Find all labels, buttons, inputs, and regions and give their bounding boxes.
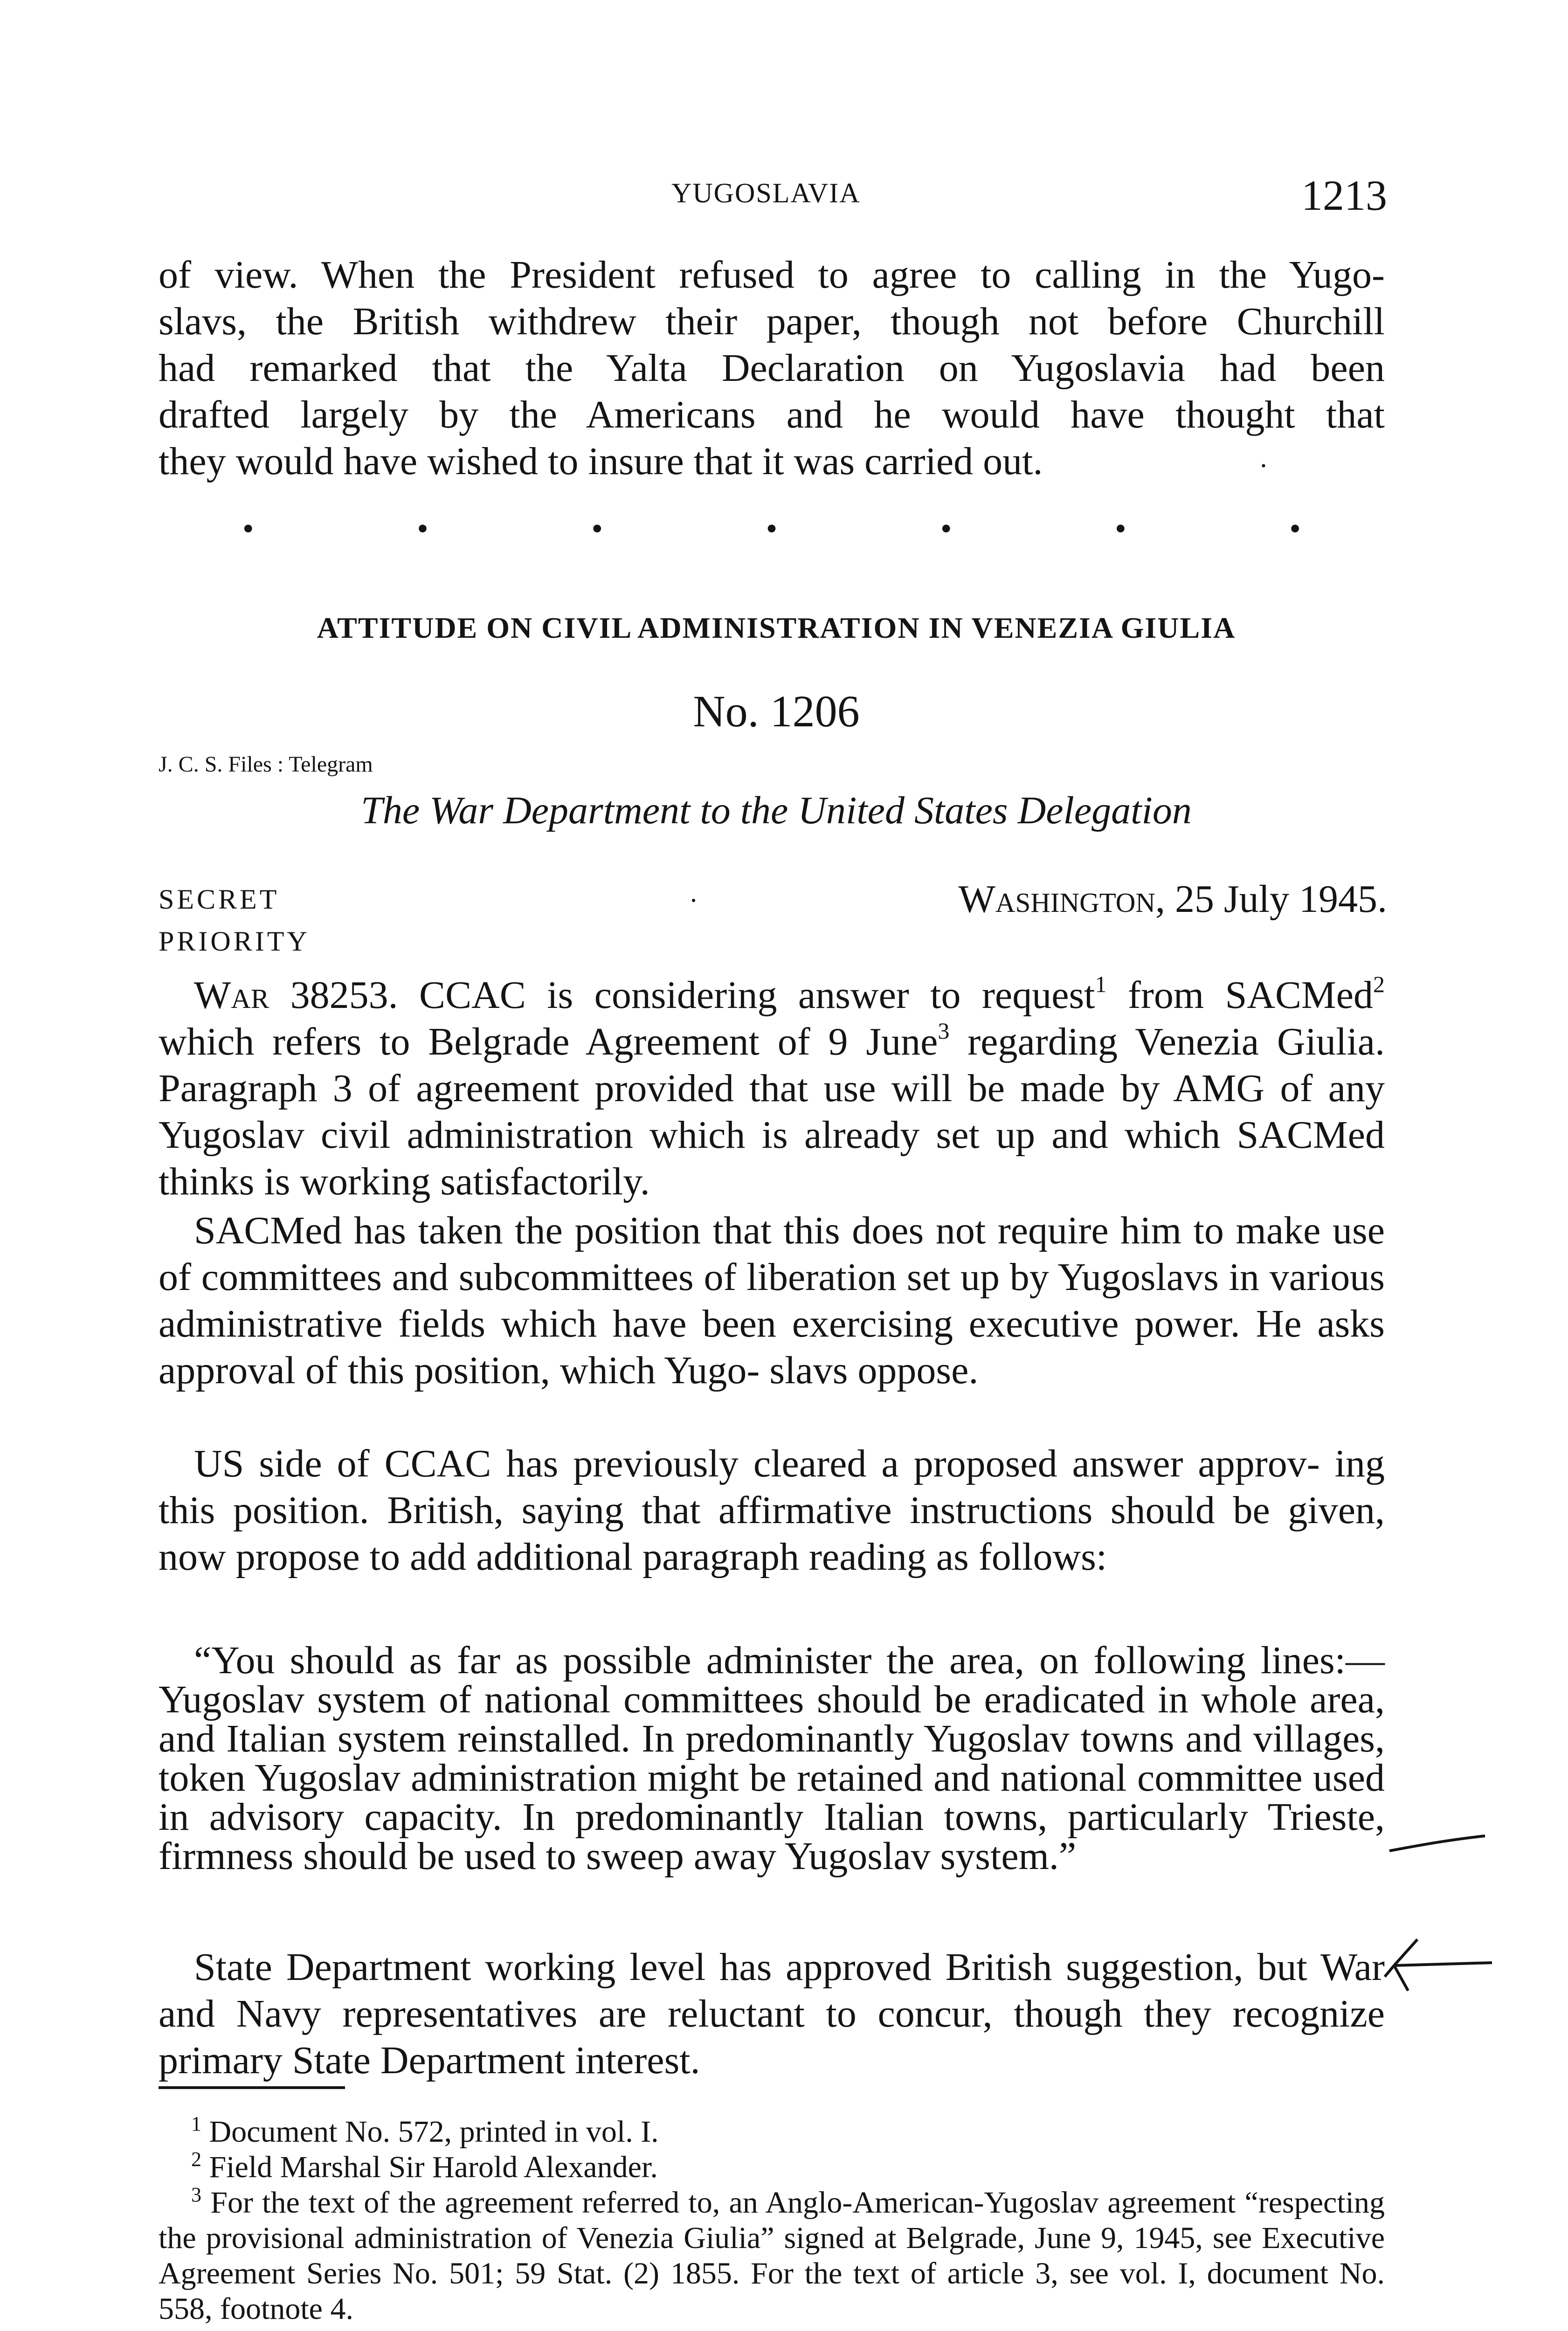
- carryover-line: slavs, the British withdrew their paper, though not before Churchill: [159, 300, 1385, 343]
- carryover-line: they would have wished to insure that it was carried out.: [159, 440, 1043, 483]
- stray-mark: ·: [1259, 450, 1268, 481]
- carryover-line: had remarked that the Yalta Declaration on Yugoslavia had been: [159, 346, 1385, 390]
- footnote-text: Field Marshal Sir Harold Alexander.: [201, 2150, 658, 2184]
- footnote-ref: 2: [1373, 971, 1385, 997]
- footnote: [159, 2150, 1385, 2185]
- footnote: [159, 2185, 1385, 2327]
- precedence: PRIORITY: [159, 926, 310, 957]
- dateline-place: Washington: [958, 877, 1155, 921]
- footnote-mark: 1: [191, 2112, 201, 2135]
- omission-dot: •: [940, 511, 952, 547]
- running-head-section: YUGOSLAVIA: [671, 178, 861, 208]
- quoted-instruction: “You should as far as possible administer the area, on following lines:—Yugoslav system of national committees should be eradicated in whole area, and Italian system reinstalled. In predominantly Yugoslav towns and villages, token Yugoslav administration might be retained and national committee used in advisory capacity. In predominantly Italian towns, particularly Trieste, firmness should be used to sweep away Yugoslav system.”: [159, 1639, 1385, 1878]
- telegram-paragraph: SACMed has taken the position that this does not require him to make use of committees and subcommittees of liberation set up by Yugoslavs in various administrative fields which have been exercising executive power. He asks approval of this position, which Yugo- slavs oppose.: [159, 1209, 1385, 1392]
- telegram-ref-number: 38253.: [269, 973, 398, 1017]
- omission-dot: •: [242, 511, 254, 547]
- carryover-line: of view. When the President refused to agree to calling in the Yugo-: [159, 253, 1385, 297]
- telegram-paragraph: State Department working level has approved British suggestion, but War and Navy representatives are reluctant to concur, though they recognize primary State Department interest.: [159, 1945, 1385, 2082]
- telegram-paragraph: [159, 972, 1385, 1205]
- omission-dot: •: [1289, 511, 1301, 547]
- document-source: J. C. S. Files : Telegram: [159, 752, 373, 777]
- omission-dots: [242, 510, 1301, 548]
- footnote-mark: 2: [191, 2148, 201, 2171]
- footnote-text: For the text of the agreement referred to, an Anglo-American-Yugoslav agreement “respecting the provisional administration of Venezia Giulia” signed at Belgrade, June 9, 1945, see Executive Agreement Series No. 501; 59 Stat. (2) 1855. For the text of article 3, see vol. I, document No. 558, footnote 4.: [159, 2186, 1385, 2326]
- telegram-text: which refers to Belgrade Agreement of 9 June: [159, 1020, 938, 1063]
- footnote-ref: 1: [1095, 971, 1107, 997]
- omission-dot: •: [766, 511, 778, 547]
- footnote-mark: 3: [191, 2183, 201, 2206]
- telegram-text: from SACMed: [1106, 973, 1373, 1017]
- dateline-date: , 25 July 1945.: [1155, 877, 1387, 921]
- page-number: 1213: [1301, 172, 1387, 219]
- dateline: [959, 876, 1387, 922]
- document-title: The War Department to the United States Delegation: [361, 789, 1192, 832]
- stray-mark: .: [690, 877, 697, 908]
- telegram-ref-prefix: War: [194, 973, 269, 1017]
- omission-dot: •: [1115, 511, 1126, 547]
- carryover-paragraph: [159, 252, 1385, 485]
- document-number: No. 1206: [693, 686, 860, 736]
- telegram-text: regarding Venezia Giulia. Paragraph 3 of agreement provided that use will be made by AMG of any Yugoslav civil administration which is already set up and which SACMed thinks is working satisfactorily.: [159, 1020, 1385, 1203]
- footnote-rule: [159, 2086, 345, 2089]
- classification: SECRET: [159, 884, 280, 915]
- carryover-line: drafted largely by the Americans and he would have thought that: [159, 393, 1385, 436]
- footnote-text: Document No. 572, printed in vol. I.: [201, 2115, 659, 2149]
- telegram-paragraph: US side of CCAC has previously cleared a proposed answer approv- ing this position. British, saying that affirmative instructions should be given, now propose to add additional paragraph reading as follows:: [159, 1442, 1385, 1579]
- footnotes: [159, 2114, 1385, 2327]
- omission-dot: •: [591, 511, 603, 547]
- margin-arrow-icon: [1375, 1935, 1497, 2028]
- footnote-ref: 3: [938, 1018, 950, 1044]
- omission-dot: •: [417, 511, 428, 547]
- margin-dash-mark: [1387, 1832, 1490, 1860]
- footnote: [159, 2114, 1385, 2150]
- section-heading: ATTITUDE ON CIVIL ADMINISTRATION IN VENEZIA GIULIA: [317, 611, 1236, 644]
- telegram-text: CCAC is considering answer to request: [398, 973, 1095, 1017]
- running-head: [0, 172, 1568, 224]
